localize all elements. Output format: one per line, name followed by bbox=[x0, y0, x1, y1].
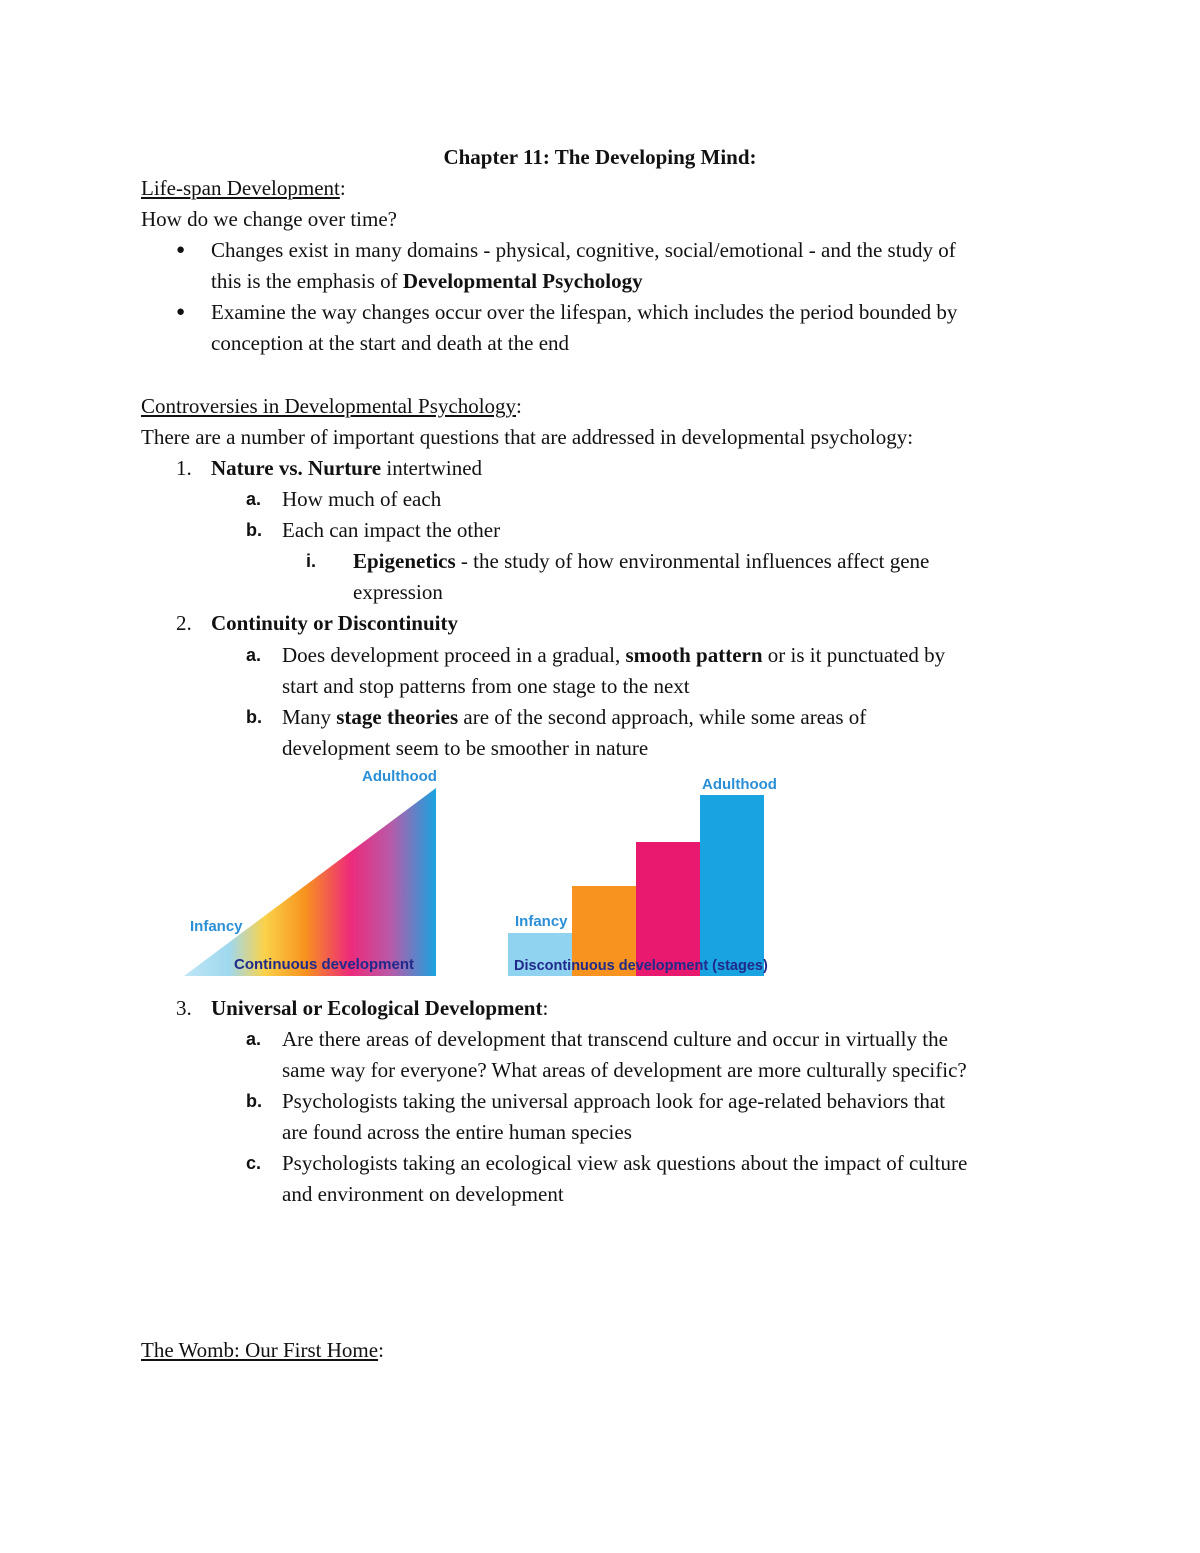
list-letter: a. bbox=[246, 645, 262, 665]
list-letter: a. bbox=[246, 489, 262, 509]
sub-list-item: Are there areas of development that transcend culture and occur in virtually the bbox=[282, 1027, 948, 1051]
sub-list-item: How much of each bbox=[282, 487, 442, 511]
sub-list-item: Each can impact the other bbox=[282, 518, 501, 542]
sub-list-item: same way for everyone? What areas of development are more culturally specific? bbox=[282, 1058, 967, 1082]
list-number: 3. bbox=[176, 996, 192, 1020]
list-number: 2. bbox=[176, 611, 192, 635]
bullet-icon: ● bbox=[176, 304, 186, 320]
continuous-development-ramp bbox=[184, 788, 436, 976]
intro-text: There are a number of important questions that are addressed in developmental psychology: bbox=[141, 425, 914, 449]
section-heading-lifespan: Life-span Development: bbox=[141, 176, 346, 200]
list-letter: b. bbox=[246, 707, 262, 727]
list-roman: i. bbox=[306, 551, 317, 571]
sub-list-item: development seem to be smoother in nature bbox=[282, 736, 649, 760]
list-item: Continuity or Discontinuity bbox=[211, 611, 458, 635]
sub-list-item: start and stop patterns from one stage to the next bbox=[282, 674, 690, 698]
continuous-caption: Continuous development bbox=[234, 956, 414, 973]
sub-list-item: Many stage theories are of the second approach, while some areas of bbox=[282, 705, 867, 729]
continuous-adulthood-label: Adulthood bbox=[362, 768, 437, 785]
list-letter: c. bbox=[246, 1153, 262, 1173]
continuous-infancy-label: Infancy bbox=[190, 918, 243, 935]
bullet-text: Changes exist in many domains - physical, cognitive, social/emotional - and the study of bbox=[211, 238, 956, 262]
sub-sub-list-item: expression bbox=[353, 580, 443, 604]
question-text: How do we change over time? bbox=[141, 207, 397, 231]
bullet-icon: ● bbox=[176, 242, 186, 258]
list-letter: b. bbox=[246, 1091, 262, 1111]
section-heading-controversies: Controversies in Developmental Psychology: bbox=[141, 394, 522, 418]
bullet-text: this is the emphasis of Developmental Psychology bbox=[211, 269, 643, 293]
section-heading-womb: The Womb: Our First Home: bbox=[141, 1338, 384, 1362]
sub-list-item: are found across the entire human species bbox=[282, 1120, 632, 1144]
sub-list-item: Psychologists taking the universal approach look for age-related behaviors that bbox=[282, 1089, 946, 1113]
discontinuous-adulthood-label: Adulthood bbox=[702, 776, 777, 793]
page-title: Chapter 11: The Developing Mind: bbox=[443, 145, 757, 169]
sub-sub-list-item: Epigenetics - the study of how environmental influences affect gene bbox=[353, 549, 930, 573]
list-letter: b. bbox=[246, 520, 262, 540]
sub-list-item: and environment on development bbox=[282, 1182, 564, 1206]
stage-bar-3 bbox=[636, 842, 700, 976]
discontinuous-infancy-label: Infancy bbox=[515, 913, 568, 930]
list-letter: a. bbox=[246, 1029, 262, 1049]
list-item: Universal or Ecological Development: bbox=[211, 996, 549, 1020]
list-number: 1. bbox=[176, 456, 192, 480]
bullet-text: Examine the way changes occur over the lifespan, which includes the period bounded by bbox=[211, 300, 958, 324]
sub-list-item: Does development proceed in a gradual, smooth pattern or is it punctuated by bbox=[282, 643, 946, 667]
list-item: Nature vs. Nurture intertwined bbox=[211, 456, 483, 480]
sub-list-item: Psychologists taking an ecological view ask questions about the impact of culture bbox=[282, 1151, 968, 1175]
bullet-text: conception at the start and death at the end bbox=[211, 331, 570, 355]
discontinuous-caption: Discontinuous development (stages) bbox=[514, 958, 768, 974]
stage-bar-4 bbox=[700, 795, 764, 976]
